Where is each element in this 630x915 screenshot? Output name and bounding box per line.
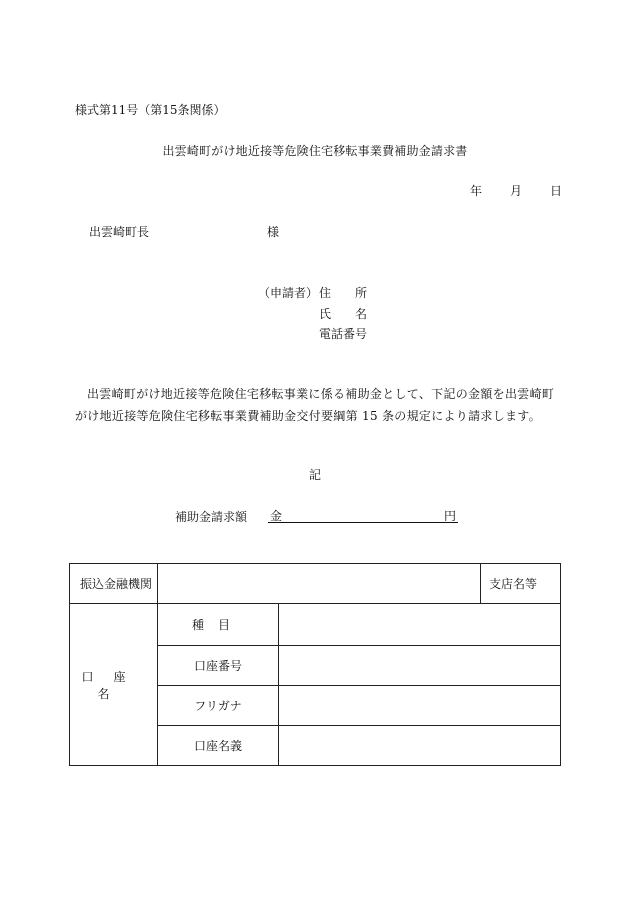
row-label-cell bbox=[158, 686, 279, 726]
account-number-input-cell[interactable] bbox=[279, 646, 561, 686]
amount-prefix: 金 bbox=[270, 509, 283, 523]
form-number: 様式第11号（第15条関係） bbox=[75, 103, 226, 117]
branch-label-cell: 支店名等 bbox=[481, 564, 561, 604]
request-body-text: 出雲崎町がけ地近接等危険住宅移転事業に係る補助金として、下記の金額を出雲崎町がけ地近接等危険住宅移転事業費補助金交付要綱第 15 条の規定により請求します。 bbox=[75, 387, 555, 423]
date-day: 日 bbox=[550, 184, 563, 198]
bank-label-cell: 振込金融機関 bbox=[70, 564, 158, 604]
date-line bbox=[470, 182, 562, 199]
account-table bbox=[69, 563, 561, 766]
account-number-label: 口座番号 bbox=[193, 659, 242, 673]
date-month: 月 bbox=[510, 184, 523, 198]
ki-heading: 記 bbox=[308, 468, 321, 482]
recipient-honorific: 様 bbox=[267, 225, 280, 239]
row-label-cell bbox=[158, 604, 279, 646]
furigana-input-cell[interactable] bbox=[279, 686, 561, 726]
amount-suffix: 円 bbox=[443, 509, 456, 523]
applicant-name-label: 氏 名 bbox=[319, 307, 368, 321]
account-holder-label: 口座名義 bbox=[193, 739, 242, 753]
type-label: 種目 bbox=[191, 618, 244, 632]
furigana-label: フリガナ bbox=[194, 699, 242, 713]
document-title: 出雲崎町がけ地近接等危険住宅移転事業費補助金請求書 bbox=[162, 144, 468, 158]
recipient-name: 出雲崎町長 bbox=[89, 225, 150, 239]
account-label: 口座名 bbox=[81, 669, 146, 701]
type-input-cell[interactable] bbox=[279, 604, 561, 646]
account-holder-input-cell[interactable] bbox=[279, 726, 561, 766]
table-row bbox=[70, 604, 561, 646]
applicant-label: （申請者） bbox=[258, 286, 319, 300]
row-label-cell bbox=[158, 726, 279, 766]
account-label-cell bbox=[70, 604, 158, 766]
date-year: 年 bbox=[470, 184, 483, 198]
recipient bbox=[89, 223, 280, 240]
applicant-address-label: 住 所 bbox=[319, 286, 368, 300]
table-row bbox=[70, 564, 561, 604]
bank-input-cell[interactable] bbox=[158, 564, 481, 604]
amount-field[interactable] bbox=[268, 506, 458, 523]
row-label-cell bbox=[158, 646, 279, 686]
amount-label: 補助金請求額 bbox=[175, 510, 248, 524]
applicant-phone-label: 電話番号 bbox=[319, 327, 368, 341]
